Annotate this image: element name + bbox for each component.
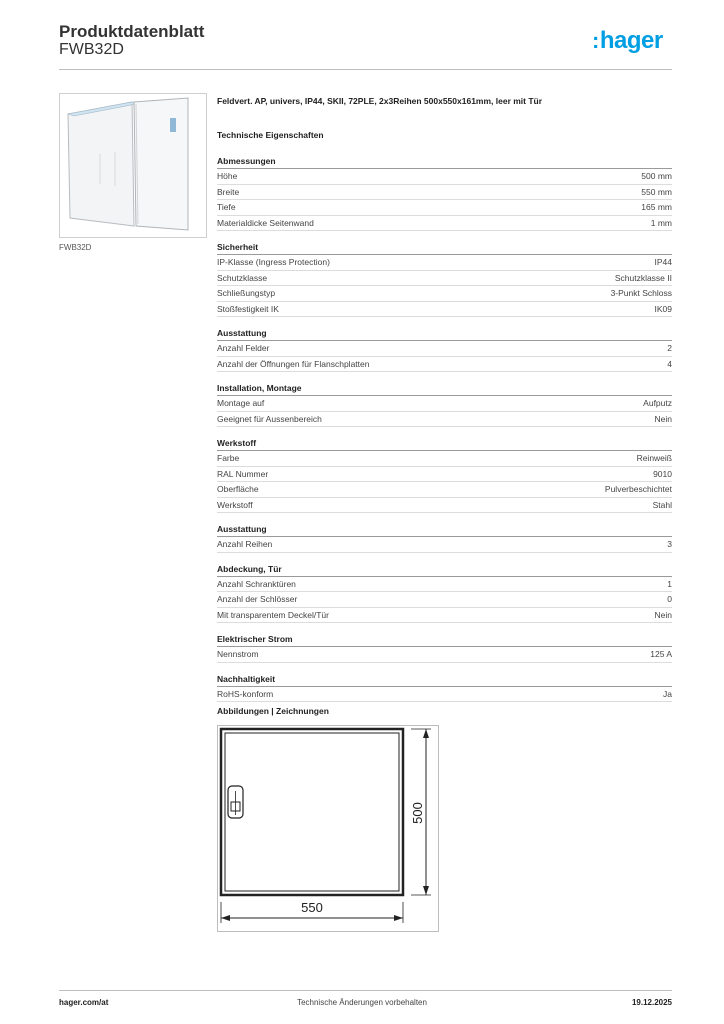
section-heading: Abdeckung, Tür — [217, 563, 672, 577]
spec-value: Ja — [663, 688, 672, 699]
section-heading: Abmessungen — [217, 155, 672, 169]
spec-value: Aufputz — [643, 398, 672, 408]
spec-value: 1 — [667, 578, 672, 589]
spec-row — [217, 647, 672, 663]
footer-date: 19.12.2025 — [631, 998, 672, 1007]
footer-disclaimer: Technische Änderungen vorbehalten — [297, 998, 427, 1007]
section-heading: Elektrischer Strom — [217, 633, 672, 647]
spec-section — [217, 563, 672, 624]
section-heading: Werkstoff — [217, 437, 672, 451]
height-dimension-label: 500 — [410, 802, 425, 824]
spec-row — [217, 608, 672, 624]
spec-label: Stoßfestigkeit IK — [217, 303, 279, 314]
spec-section — [217, 437, 672, 513]
footer-divider — [59, 990, 672, 991]
spec-label: Breite — [217, 186, 240, 197]
spec-row — [217, 286, 672, 302]
spec-row — [217, 255, 672, 271]
spec-value: IK09 — [654, 303, 672, 314]
spec-label: Anzahl der Schlösser — [217, 594, 298, 604]
spec-value: Reinweiß — [636, 453, 672, 463]
drawing-title: Abbildungen | Zeichnungen — [217, 706, 329, 716]
section-heading: Installation, Montage — [217, 382, 672, 396]
spec-section — [217, 633, 672, 663]
spec-label: Mit transparentem Deckel/Tür — [217, 609, 329, 620]
spec-row — [217, 169, 672, 185]
spec-row — [217, 302, 672, 318]
spec-row — [217, 482, 672, 498]
spec-value: 9010 — [653, 468, 672, 479]
spec-row — [217, 200, 672, 216]
spec-label: Anzahl Felder — [217, 343, 270, 353]
spec-label: Anzahl Schranktüren — [217, 578, 296, 589]
section-heading: Sicherheit — [217, 241, 672, 255]
spec-value: IP44 — [654, 257, 672, 267]
spec-sections — [217, 155, 672, 712]
section-heading: Ausstattung — [217, 327, 672, 341]
spec-label: Montage auf — [217, 398, 265, 408]
spec-heading: Technische Eigenschaften — [217, 130, 324, 140]
spec-label: Nennstrom — [217, 649, 259, 659]
spec-section — [217, 382, 672, 427]
spec-label: RoHS-konform — [217, 688, 274, 699]
spec-value: 3-Punkt Schloss — [610, 288, 672, 298]
spec-section — [217, 673, 672, 703]
spec-value: Nein — [654, 609, 672, 620]
spec-value: 2 — [667, 343, 672, 353]
page-title: Produktdatenblatt — [59, 22, 205, 41]
spec-section — [217, 523, 672, 553]
spec-section — [217, 155, 672, 231]
spec-row — [217, 451, 672, 467]
spec-value: 550 mm — [641, 186, 672, 197]
spec-value: Nein — [654, 413, 672, 424]
width-dimension-label: 550 — [301, 900, 323, 915]
spec-row — [217, 467, 672, 483]
hager-logo: :hager — [592, 27, 663, 54]
spec-label: Farbe — [217, 453, 240, 463]
spec-row — [217, 537, 672, 553]
spec-label: RAL Nummer — [217, 468, 269, 479]
spec-row — [217, 412, 672, 428]
spec-label: Höhe — [217, 171, 238, 181]
spec-label: Geeignet für Aussenbereich — [217, 413, 322, 424]
section-heading: Ausstattung — [217, 523, 672, 537]
spec-row — [217, 216, 672, 232]
product-description: Feldvert. AP, univers, IP44, SKII, 72PLE, 2x3Reihen 500x550x161mm, leer mit Tür — [217, 96, 543, 106]
photo-caption: FWB32D — [59, 243, 92, 252]
spec-value: 1 mm — [650, 217, 672, 228]
spec-value: 500 mm — [641, 171, 672, 181]
spec-label: Werkstoff — [217, 499, 253, 510]
spec-label: IP-Klasse (Ingress Protection) — [217, 257, 330, 267]
spec-row — [217, 341, 672, 357]
spec-label: Schutzklasse — [217, 272, 268, 283]
spec-row — [217, 498, 672, 514]
product-photo — [59, 93, 207, 238]
spec-value: 4 — [667, 358, 672, 369]
spec-value: 0 — [667, 594, 672, 604]
spec-row — [217, 396, 672, 412]
spec-value: 125 A — [650, 649, 672, 659]
spec-row — [217, 592, 672, 608]
spec-row — [217, 185, 672, 201]
spec-label: Schließungstyp — [217, 288, 276, 298]
dimension-drawing — [217, 725, 439, 932]
spec-label: Anzahl Reihen — [217, 539, 273, 549]
spec-row — [217, 357, 672, 373]
spec-label: Tiefe — [217, 202, 236, 212]
spec-row — [217, 577, 672, 593]
spec-section — [217, 241, 672, 317]
spec-value: 3 — [667, 539, 672, 549]
spec-row — [217, 271, 672, 287]
spec-label: Oberfläche — [217, 484, 259, 494]
spec-value: Schutzklasse II — [614, 272, 672, 283]
spec-label: Anzahl der Öffnungen für Flanschplatten — [217, 358, 370, 369]
spec-value: 165 mm — [641, 202, 672, 212]
spec-section — [217, 327, 672, 372]
spec-value: Stahl — [652, 499, 672, 510]
spec-label: Materialdicke Seitenwand — [217, 217, 314, 228]
section-heading: Nachhaltigkeit — [217, 673, 672, 687]
spec-row — [217, 687, 672, 703]
footer-website[interactable]: hager.com/at — [59, 998, 109, 1007]
header-divider — [59, 69, 672, 70]
spec-value: Pulverbeschichtet — [604, 484, 672, 494]
product-code: FWB32D — [59, 41, 124, 58]
